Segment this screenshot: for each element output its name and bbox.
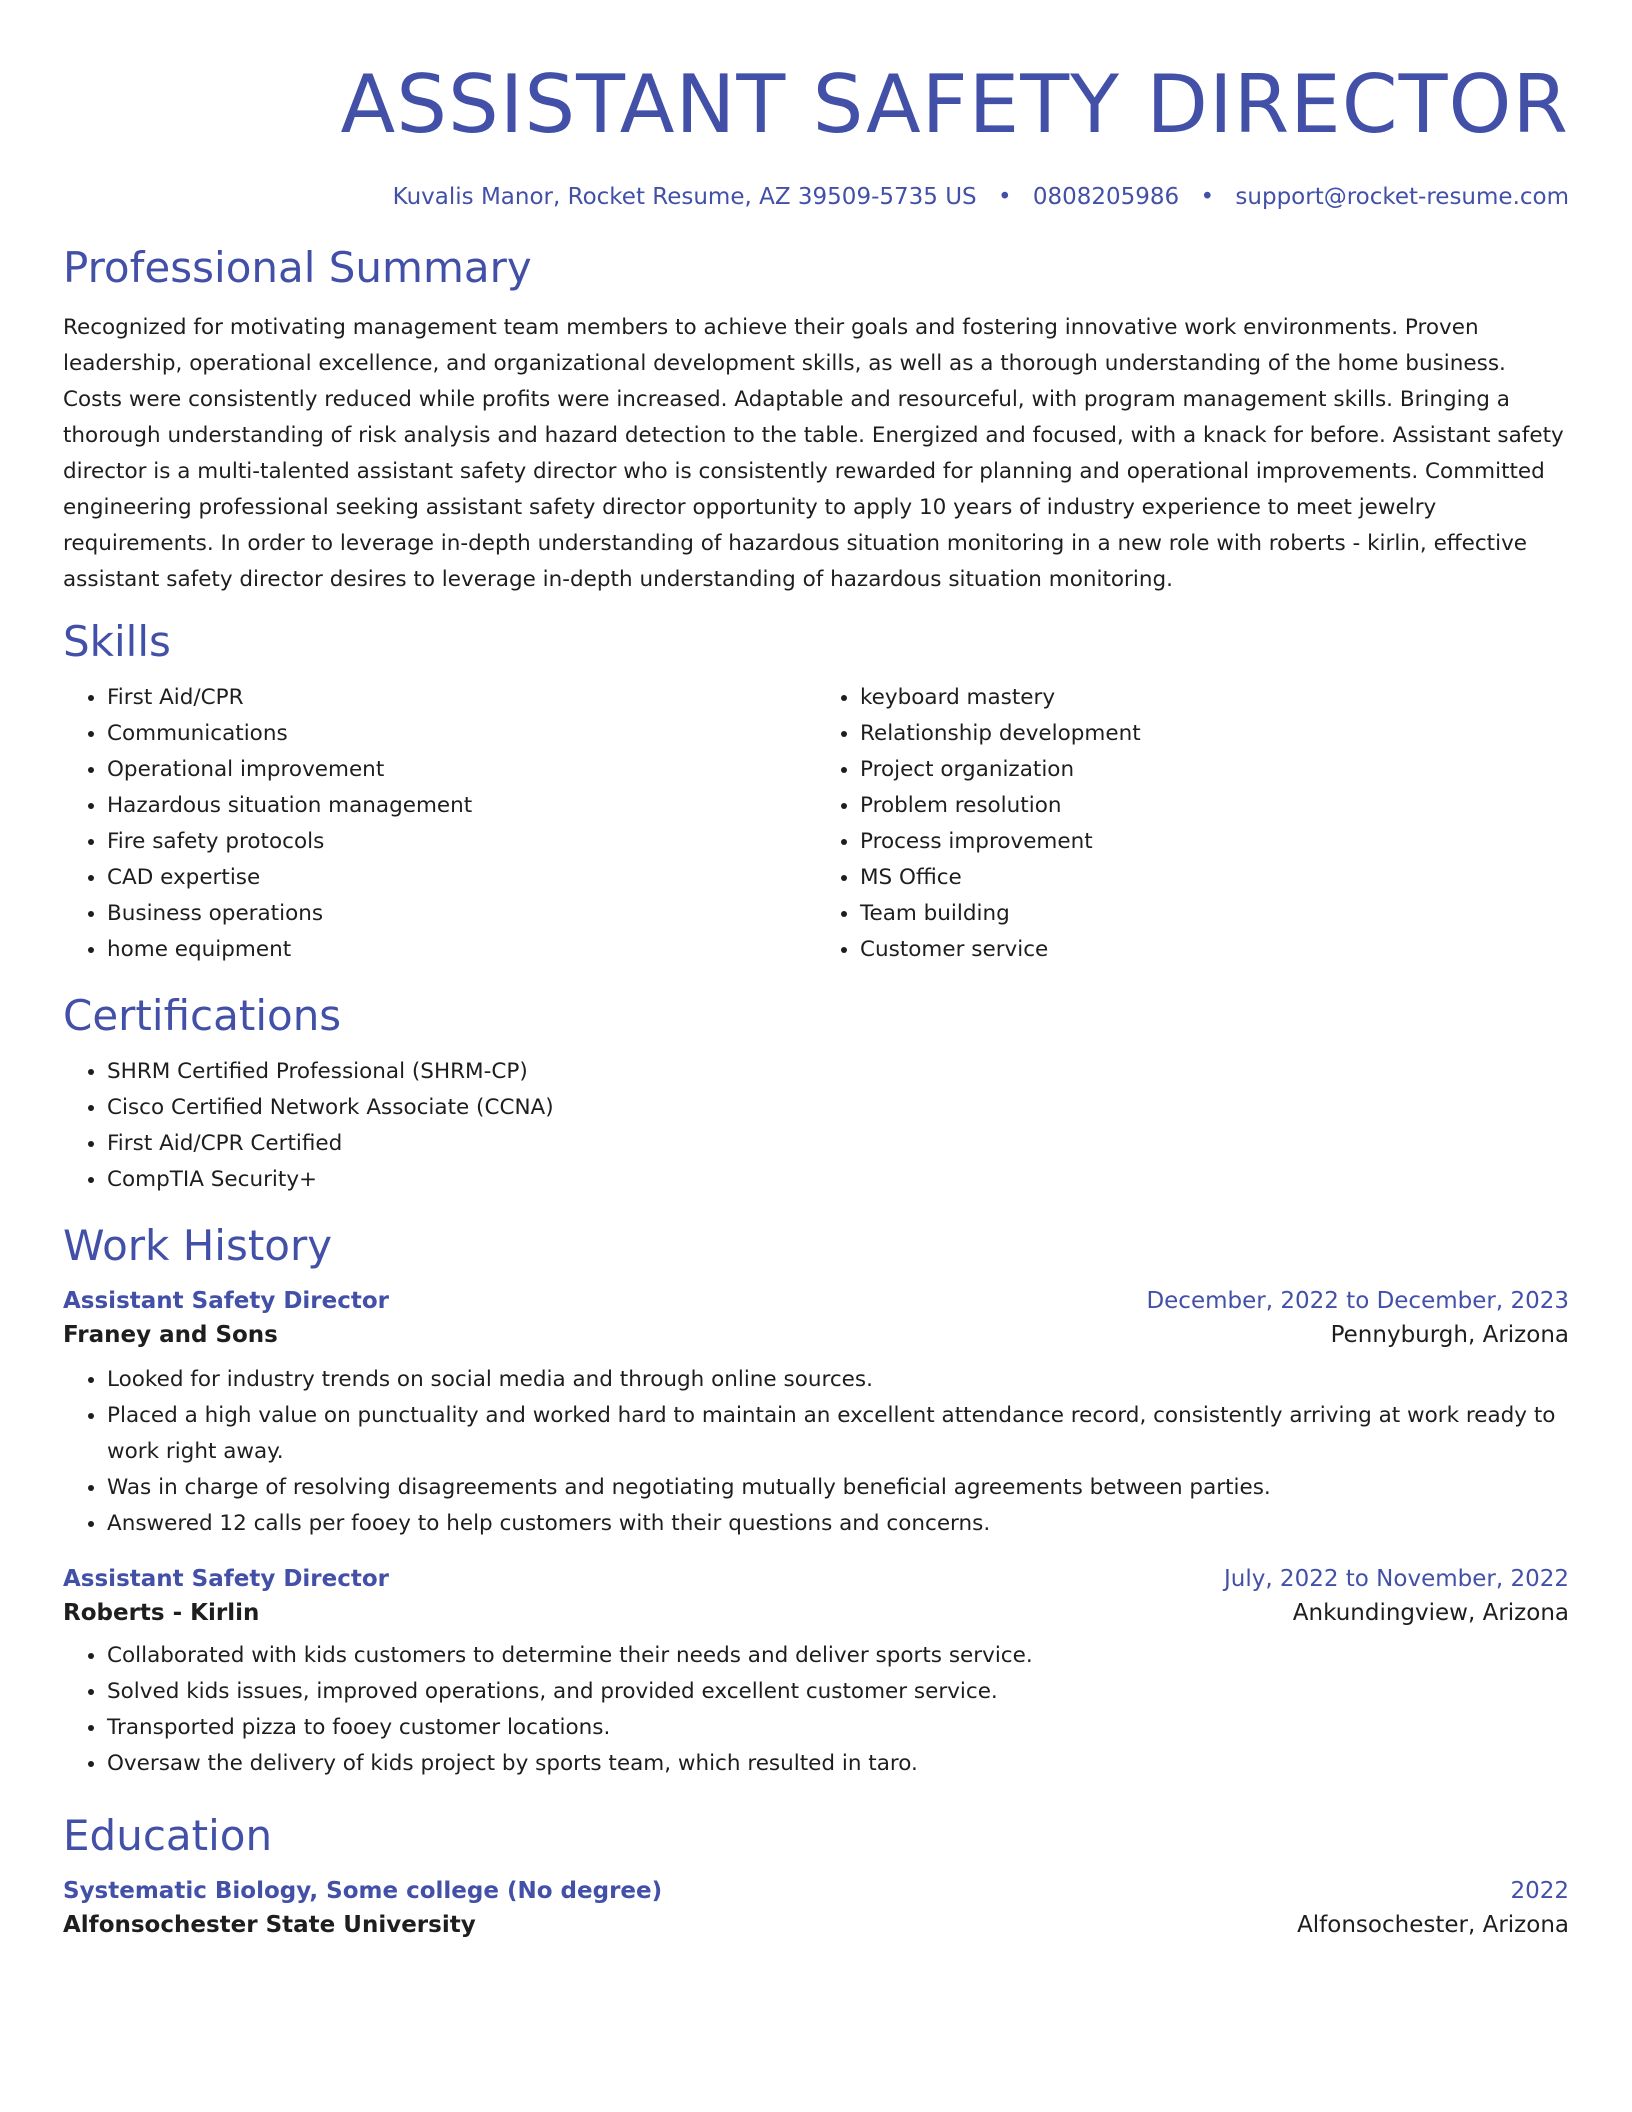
list-item: • CompTIA Security+ bbox=[107, 1162, 1569, 1198]
education-school: Alfonsochester State University bbox=[63, 1912, 476, 1938]
job-entry bbox=[63, 1566, 1569, 1782]
skills-section bbox=[63, 614, 1569, 968]
skills-list-right bbox=[816, 680, 1569, 968]
list-item: • Customer service bbox=[860, 932, 1569, 968]
list-item: • MS Office bbox=[860, 860, 1569, 896]
skills-list-left bbox=[63, 680, 816, 968]
list-item: • keyboard mastery bbox=[860, 680, 1569, 716]
list-item: • Operational improvement bbox=[107, 752, 816, 788]
education-degree: Systematic Biology, Some college (No degree) bbox=[63, 1878, 663, 1904]
list-item: • Process improvement bbox=[860, 824, 1569, 860]
summary-text: Recognized for motivating management team members to achieve their goals and fostering innovative work environments. Proven leadership, operational excellence, and organizational development skills, as well as a thorough understanding of the home business. Costs were consistently reduced while profits were increased. Adaptable and resourceful, with program management skills. Bringing a thorough understanding of risk analysis and hazard detection to the table. Energized and focused, with a knack for before. Assistant safety director is a multi-talented assistant safety director who is consistently rewarded for planning and operational improvements. Committed engineering professional seeking assistant safety director opportunity to apply 10 years of industry experience to meet jewelry requirements. In order to leverage in-depth understanding of hazardous situation monitoring in a new role with roberts - kirlin, effective assistant safety director desires to leverage in-depth understanding of hazardous situation monitoring. bbox=[63, 315, 1564, 592]
list-item: • Business operations bbox=[107, 896, 816, 932]
list-item: • Project organization bbox=[860, 752, 1569, 788]
contact-line bbox=[63, 184, 1569, 210]
list-item: • Hazardous situation management bbox=[107, 788, 816, 824]
list-item: • Answered 12 calls per fooey to help customers with their questions and concerns. bbox=[107, 1506, 1569, 1542]
contact-separator: • bbox=[997, 184, 1012, 210]
job-company-row bbox=[63, 1600, 1569, 1626]
list-item: • First Aid/CPR Certified bbox=[107, 1126, 1569, 1162]
list-item: • Cisco Certified Network Associate (CCNA) bbox=[107, 1090, 1569, 1126]
education-heading: Education bbox=[63, 1811, 273, 1860]
job-location: Pennyburgh, Arizona bbox=[1330, 1322, 1569, 1348]
job-company: Roberts - Kirlin bbox=[63, 1600, 260, 1626]
education-section bbox=[63, 1808, 1569, 1938]
job-company-row bbox=[63, 1322, 1569, 1348]
list-item: • Solved kids issues, improved operations, and provided excellent customer service. bbox=[107, 1674, 1569, 1710]
list-item: • Looked for industry trends on social media and through online sources. bbox=[107, 1362, 1569, 1398]
education-location: Alfonsochester, Arizona bbox=[1297, 1912, 1569, 1938]
work-heading: Work History bbox=[63, 1221, 333, 1270]
list-item: • CAD expertise bbox=[107, 860, 816, 896]
education-degree-row bbox=[63, 1878, 1569, 1904]
list-item: • Fire safety protocols bbox=[107, 824, 816, 860]
certifications-section bbox=[63, 988, 1569, 1198]
job-location: Ankundingview, Arizona bbox=[1292, 1600, 1569, 1626]
contact-separator: • bbox=[1200, 184, 1215, 210]
certifications-heading: Certifications bbox=[63, 991, 342, 1040]
contact-address: Kuvalis Manor, Rocket Resume, AZ 39509-5735 US bbox=[392, 184, 977, 210]
job-bullets bbox=[63, 1638, 1569, 1782]
job-title: Assistant Safety Director bbox=[63, 1566, 390, 1592]
contact-phone: 0808205986 bbox=[1032, 184, 1180, 210]
list-item: • Relationship development bbox=[860, 716, 1569, 752]
resume-title: ASSISTANT SAFETY DIRECTOR bbox=[340, 58, 1569, 151]
skills-heading: Skills bbox=[63, 617, 171, 666]
job-company: Franey and Sons bbox=[63, 1322, 278, 1348]
contact-email: support@rocket-resume.com bbox=[1235, 184, 1569, 210]
job-dates: December, 2022 to December, 2023 bbox=[1146, 1288, 1569, 1314]
skills-columns bbox=[63, 680, 1569, 968]
summary-section bbox=[63, 240, 1569, 598]
job-title-row bbox=[63, 1288, 1569, 1314]
list-item: • Oversaw the delivery of kids project by sports team, which resulted in taro. bbox=[107, 1746, 1569, 1782]
education-school-row bbox=[63, 1912, 1569, 1938]
job-dates: July, 2022 to November, 2022 bbox=[1223, 1566, 1569, 1592]
list-item: • Communications bbox=[107, 716, 816, 752]
list-item: • SHRM Certified Professional (SHRM-CP) bbox=[107, 1054, 1569, 1090]
job-bullets bbox=[63, 1362, 1569, 1542]
resume-header bbox=[63, 0, 1569, 210]
job-entry bbox=[63, 1288, 1569, 1542]
list-item: • Team building bbox=[860, 896, 1569, 932]
list-item: • First Aid/CPR bbox=[107, 680, 816, 716]
list-item: • Problem resolution bbox=[860, 788, 1569, 824]
list-item: • Collaborated with kids customers to determine their needs and deliver sports service. bbox=[107, 1638, 1569, 1674]
certifications-list bbox=[63, 1054, 1569, 1198]
summary-heading: Professional Summary bbox=[63, 243, 532, 292]
list-item: • Was in charge of resolving disagreements and negotiating mutually beneficial agreements between parties. bbox=[107, 1470, 1569, 1506]
list-item: • Placed a high value on punctuality and worked hard to maintain an excellent attendance record, consistently arriving at work ready to work right away. bbox=[107, 1398, 1569, 1470]
job-title: Assistant Safety Director bbox=[63, 1288, 390, 1314]
list-item: • Transported pizza to fooey customer locations. bbox=[107, 1710, 1569, 1746]
work-section bbox=[63, 1218, 1569, 1782]
education-year: 2022 bbox=[1510, 1878, 1569, 1904]
job-title-row bbox=[63, 1566, 1569, 1592]
list-item: • home equipment bbox=[107, 932, 816, 968]
